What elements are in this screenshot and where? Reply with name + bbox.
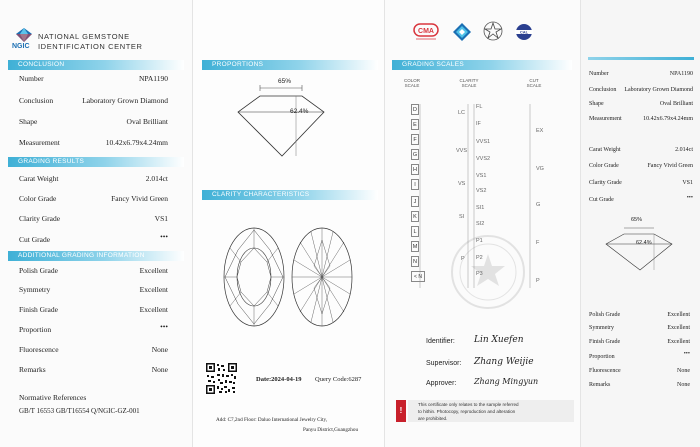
cnas-logo-icon [482, 20, 504, 42]
fluorescence-value: None [151, 345, 168, 354]
symmetry-value: Excellent [139, 285, 168, 294]
clarity-grade: SI2 [476, 221, 485, 227]
section-grading-results: GRADING RESULTS [8, 157, 184, 167]
clarity-group: LC [458, 110, 466, 116]
color-scale-item: K [411, 211, 419, 222]
summary-proportion-diagram [596, 222, 686, 272]
clarity-grade: VVS1 [476, 139, 491, 145]
clarity-grade: VVS2 [476, 156, 491, 162]
summary-remarks-label: Remarks [589, 382, 611, 388]
section-proportions: PROPORTIONS [202, 60, 378, 70]
section-additional: ADDITIONAL GRADING INFORMATION [8, 251, 184, 261]
notice-line1: This certificate only relates to the sample referred [418, 402, 519, 407]
color-scale-item: F [411, 134, 419, 145]
color-scale-header: COLOR SCALE [403, 78, 420, 88]
color-scale-item: I [411, 179, 419, 190]
supervisor-signature: Zhang Weijie [474, 357, 534, 367]
measurement-value: 10.42x6.79x4.24mm [105, 138, 168, 147]
summary-remarks-value: None [677, 382, 690, 388]
address-line2: Panyu District,Guangzhou [303, 427, 359, 433]
summary-clarity-label: Clarity Grade [589, 180, 622, 186]
summary-cut-value: ••• [686, 195, 693, 201]
oval-top-view [222, 226, 286, 328]
remarks-label: Remarks [19, 365, 46, 374]
normative-value: GB/T 16553 GB/T16554 Q/NGIC-GZ-001 [19, 407, 140, 415]
address-line1: Add∶ C7,2nd Floor∶ Daluo International Jewelry City, [216, 417, 327, 423]
summary-proportion-label: Proportion [589, 354, 615, 360]
org-name-line2: IDENTIFICATION CENTER [38, 42, 143, 51]
divider [580, 0, 581, 447]
clarity-grade: SI1 [476, 205, 485, 211]
ngic-logo-icon [14, 27, 34, 43]
shape-value: Oval Brilliant [126, 117, 168, 126]
summary-depth-percent: 62.4% [636, 240, 652, 246]
clarity-grade: FL [476, 104, 483, 110]
clarity-group: P [461, 256, 465, 262]
logo-text: NGIC [12, 43, 30, 50]
table-percent: 65% [278, 78, 292, 85]
cut-scale-header: CUT SCALE [526, 78, 542, 88]
color-scale-item: J [411, 196, 419, 207]
summary-conclusion-value: Laboratory Grown Diamond [624, 87, 693, 93]
finish-label: Finish Grade [19, 305, 58, 314]
clarity-grade: VS1 [476, 173, 487, 179]
section-clarity-characteristics: CLARITY CHARACTERISTICS [202, 190, 378, 200]
summary-polish-value: Excellent [667, 312, 690, 318]
cut-grade-item: F [536, 240, 540, 246]
summary-finish-value: Excellent [667, 339, 690, 345]
polish-value: Excellent [139, 266, 168, 275]
cma-logo-icon [412, 22, 440, 42]
notice-line2: to hithin. Photocopy, reproduction and alteration [418, 409, 516, 414]
summary-number-value: NPA1190 [669, 71, 693, 77]
color-scale-item: D [411, 104, 419, 115]
divider [384, 0, 385, 447]
summary-measurement-label: Measurement [589, 116, 622, 122]
clarity-grade: P2 [476, 255, 483, 261]
notice-icon: ! [396, 400, 406, 422]
clarity-scale-header: CLARITY SCALE [459, 78, 479, 88]
polish-label: Polish Grade [19, 266, 58, 275]
remarks-value: None [151, 365, 168, 374]
shape-label: Shape [19, 117, 38, 126]
number-label: Number [19, 74, 44, 83]
symmetry-label: Symmetry [19, 285, 51, 294]
summary-polish-label: Polish Grade [589, 312, 621, 318]
clarity-group: VVS [456, 148, 468, 154]
clarity-grade: P1 [476, 238, 483, 244]
proportion-diagram [222, 78, 342, 160]
cut-grade-label: Cut Grade [19, 235, 51, 244]
clarity-group: VS [458, 181, 466, 187]
svg-text:CAL: CAL [519, 29, 529, 35]
identifier-label: Identifier: [426, 338, 455, 345]
normative-label: Normative References [19, 393, 87, 402]
measurement-label: Measurement [19, 138, 60, 147]
cut-grade-item: G [536, 202, 541, 208]
oval-bottom-view [290, 226, 354, 328]
clarity-grade: VS2 [476, 188, 487, 194]
supervisor-label: Supervisor: [426, 360, 462, 367]
ilac-logo-icon [452, 22, 472, 42]
notice-line3: are prohibited. [418, 416, 448, 421]
clarity-group: SI [459, 214, 465, 220]
section-conclusion: CONCLUSION [8, 60, 184, 70]
summary-accent-bar [588, 57, 694, 60]
number-value: NPA1190 [138, 74, 168, 83]
cut-grade-value: ••• [160, 232, 168, 241]
clarity-grade-value: VS1 [154, 214, 168, 223]
approver-label: Approver: [426, 380, 457, 387]
summary-color-value: Fancy Vivid Green [647, 163, 693, 169]
proportion-value: ••• [160, 322, 168, 331]
color-scale-item: M [411, 241, 419, 252]
clarity-grade: P3 [476, 271, 483, 277]
query-code: Query Code:6287 [315, 376, 362, 383]
summary-proportion-value: ••• [683, 351, 690, 357]
summary-finish-label: Finish Grade [589, 339, 621, 345]
summary-number-label: Number [589, 71, 609, 77]
org-name-line1: NATIONAL GEMSTONE [38, 32, 130, 41]
summary-carat-label: Carat Weight [589, 147, 621, 153]
depth-percent: 62.4% [290, 108, 309, 115]
clarity-grade: IF [476, 121, 481, 127]
color-scale-item: E [411, 119, 419, 130]
conclusion-label: Conclusion [19, 96, 54, 105]
summary-fluorescence-label: Fluorescence [589, 368, 621, 374]
color-scale-item: H [411, 164, 419, 175]
summary-cut-label: Cut Grade [589, 197, 614, 203]
summary-shape-value: Oval Brilliant [659, 101, 693, 107]
watermark-seal-icon [448, 232, 528, 312]
cma-mark-text: CMA [418, 28, 434, 35]
summary-shape-label: Shape [589, 101, 604, 107]
color-scale-item: L [411, 226, 419, 237]
qr-code[interactable] [205, 362, 238, 395]
color-grade-label: Color Grade [19, 194, 57, 203]
summary-carat-value: 2.014ct [675, 147, 693, 153]
color-scale-item: G [411, 149, 419, 160]
finish-value: Excellent [139, 305, 168, 314]
identifier-signature: Lin Xuefen [474, 335, 524, 345]
cut-grade-item: P [536, 278, 540, 284]
color-scale-item: N [411, 256, 419, 267]
divider [192, 0, 193, 447]
cal-logo-icon [512, 22, 536, 42]
carat-label: Carat Weight [19, 174, 59, 183]
proportion-label: Proportion [19, 325, 52, 334]
summary-symmetry-label: Symmetry [589, 325, 614, 331]
cut-grade-item: EX [536, 128, 544, 134]
conclusion-value: Laboratory Grown Diamond [82, 96, 168, 105]
summary-symmetry-value: Excellent [667, 325, 690, 331]
cut-grade-item: VG [536, 166, 544, 172]
carat-value: 2.014ct [145, 174, 168, 183]
section-grading-scales: GRADING SCALES [392, 60, 572, 70]
summary-clarity-value: VS1 [682, 180, 693, 186]
summary-measurement-value: 10.42x6.79x4.24mm [643, 116, 693, 122]
report-date: Date:2024-04-19 [256, 376, 302, 383]
summary-color-label: Color Grade [589, 163, 619, 169]
color-grade-value: Fancy Vivid Green [111, 194, 168, 203]
color-scale-item: < N [411, 271, 425, 282]
clarity-grade-label: Clarity Grade [19, 214, 61, 223]
fluorescence-label: Fluorescence [19, 345, 59, 354]
summary-fluorescence-value: None [677, 368, 690, 374]
summary-table-percent: 65% [631, 217, 643, 223]
summary-conclusion-label: Conclusion [589, 87, 617, 93]
approver-signature: Zhang Mingyun [474, 377, 539, 386]
